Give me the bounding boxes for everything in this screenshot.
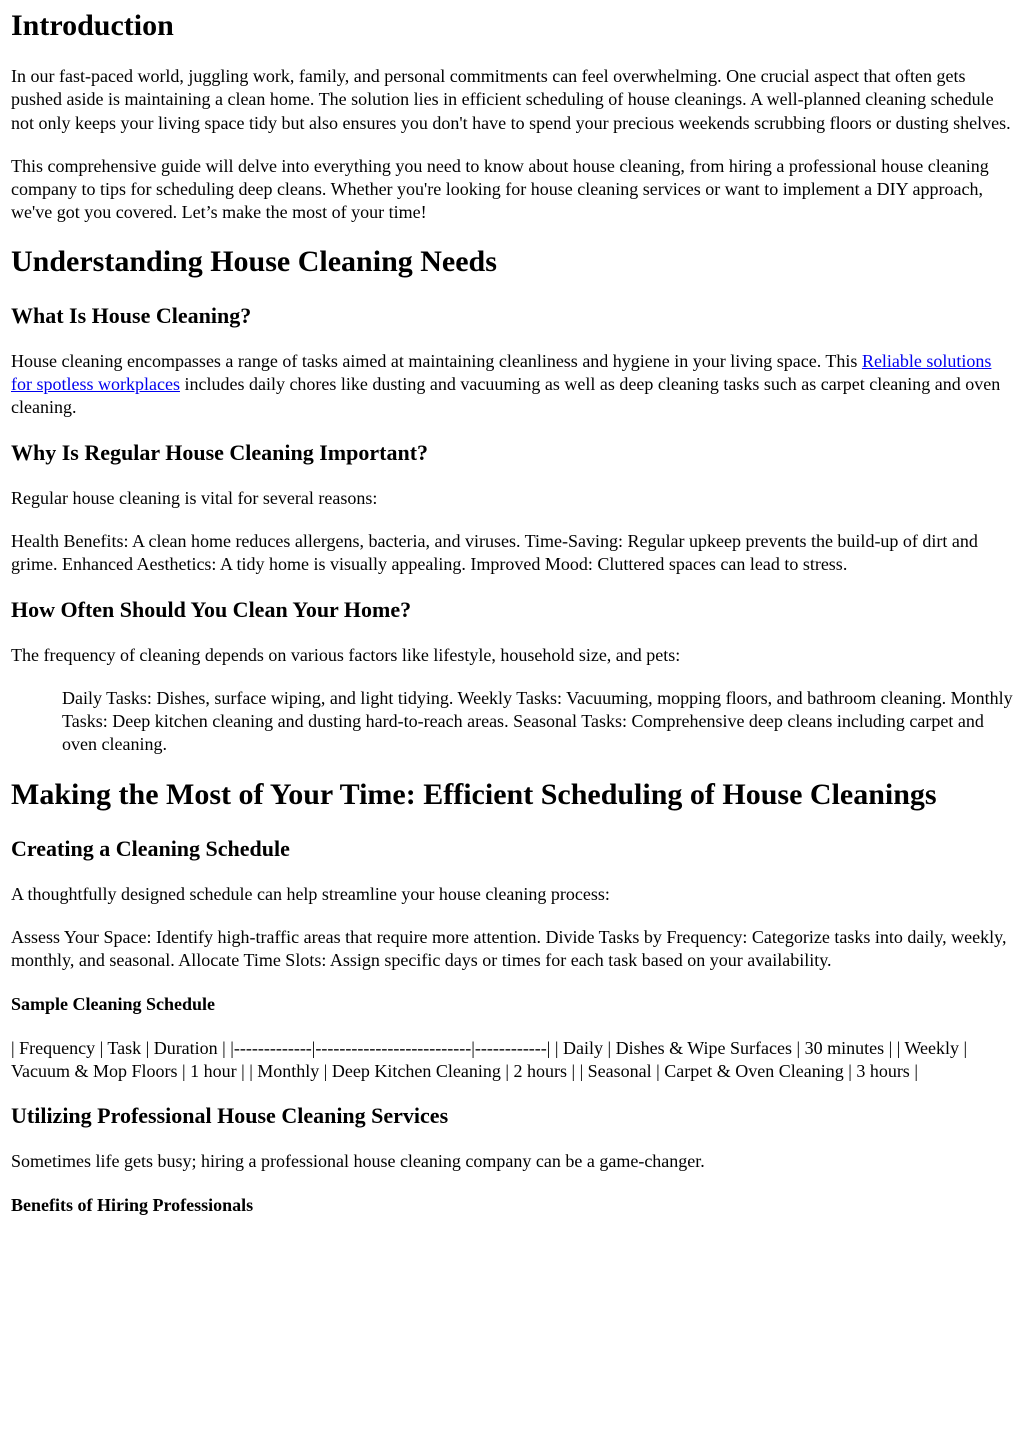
creating-schedule-paragraph-2: Assess Your Space: Identify high-traffic areas that require more attention. Divide Tasks by Frequency: Categorize tasks into daily, weekly, monthly, and seasonal. Allocate Time Slots: Assign specific days or times for each task based on your availability. (11, 927, 1007, 971)
benefits-heading: Benefits of Hiring Professionals (11, 1194, 254, 1215)
why-regular-cleaning-paragraph-1: Regular house cleaning is vital for several reasons: (11, 487, 378, 508)
professional-services-heading: Utilizing Professional House Cleaning Services (11, 1103, 449, 1129)
why-regular-cleaning-paragraph-2: Health Benefits: A clean home reduces allergens, bacteria, and viruses. Time-Saving: Regular upkeep prevents the build-up of dirt and grime. Enhanced Aesthetics: A tidy home is visually appealing. Improved Mood: Cluttered spaces can lead to stress. (11, 530, 978, 575)
making-the-most-heading: Making the Most of Your Time: Efficient Scheduling of House Cleanings (11, 777, 937, 811)
what-text-before: House cleaning encompasses a range of tasks aimed at maintaining cleanliness and hygiene in your living space. This (11, 350, 862, 371)
what-text-after: includes daily chores like dusting and vacuuming as well as deep cleaning tasks such as carpet cleaning and oven cleaning. (11, 374, 1001, 418)
article (0, 9, 1024, 1216)
reliable-solutions-link[interactable]: Reliable solutions for spotless workplaces (11, 350, 992, 395)
creating-schedule-paragraph-1: A thoughtfully designed schedule can help streamline your house cleaning process: (11, 883, 610, 904)
why-regular-cleaning-heading: Why Is Regular House Cleaning Important? (11, 439, 429, 465)
understanding-heading: Understanding House Cleaning Needs (11, 244, 497, 278)
how-often-heading: How Often Should You Clean Your Home? (11, 596, 412, 622)
introduction-heading: Introduction (11, 9, 174, 42)
professional-services-paragraph: Sometimes life gets busy; hiring a professional house cleaning company can be a game-changer. (11, 1151, 705, 1172)
how-often-paragraph: The frequency of cleaning depends on various factors like lifestyle, household size, and pets: (11, 644, 681, 665)
intro-paragraph-1: In our fast-paced world, juggling work, family, and personal commitments can feel overwhelming. One crucial aspect that often gets pushed aside is maintaining a clean home. The solution lies in efficient scheduling of house cleanings. A well-planned cleaning schedule not only keeps your living space tidy but also ensures you don't have to spend your precious weekends scrubbing floors or dusting shelves. (11, 66, 1011, 133)
what-is-house-cleaning-paragraph (11, 350, 1016, 420)
what-is-house-cleaning-heading: What Is House Cleaning? (11, 302, 252, 328)
sample-schedule-table-text: | Frequency | Task | Duration | |-------------|--------------------------|------------| | Daily | Dishes & Wipe Surfaces | 30 minutes | | Weekly | Vacuum & Mop Floors | 1 hour | | Monthly | Deep Kitchen Cleaning | 2 hours | | Seasonal | Carpet & Oven Cleaning | 3 hours | (11, 1037, 968, 1081)
creating-schedule-heading: Creating a Cleaning Schedule (11, 835, 290, 861)
intro-paragraph-2: This comprehensive guide will delve into everything you need to know about house cleaning, from hiring a professional house cleaning company to tips for scheduling deep cleans. Whether you're looking for house cleaning services or want to implement a DIY approach, we've got you covered. Let’s make the most of your time! (11, 155, 989, 223)
sample-schedule-heading: Sample Cleaning Schedule (11, 993, 216, 1014)
frequency-blockquote: Daily Tasks: Dishes, surface wiping, and light tidying. Weekly Tasks: Vacuuming, mopping floors, and bathroom cleaning. Monthly Tasks: Deep kitchen cleaning and dusting hard-to-reach areas. Seasonal Tasks: Comprehensive deep cleans including carpet and oven cleaning. (62, 687, 1013, 755)
